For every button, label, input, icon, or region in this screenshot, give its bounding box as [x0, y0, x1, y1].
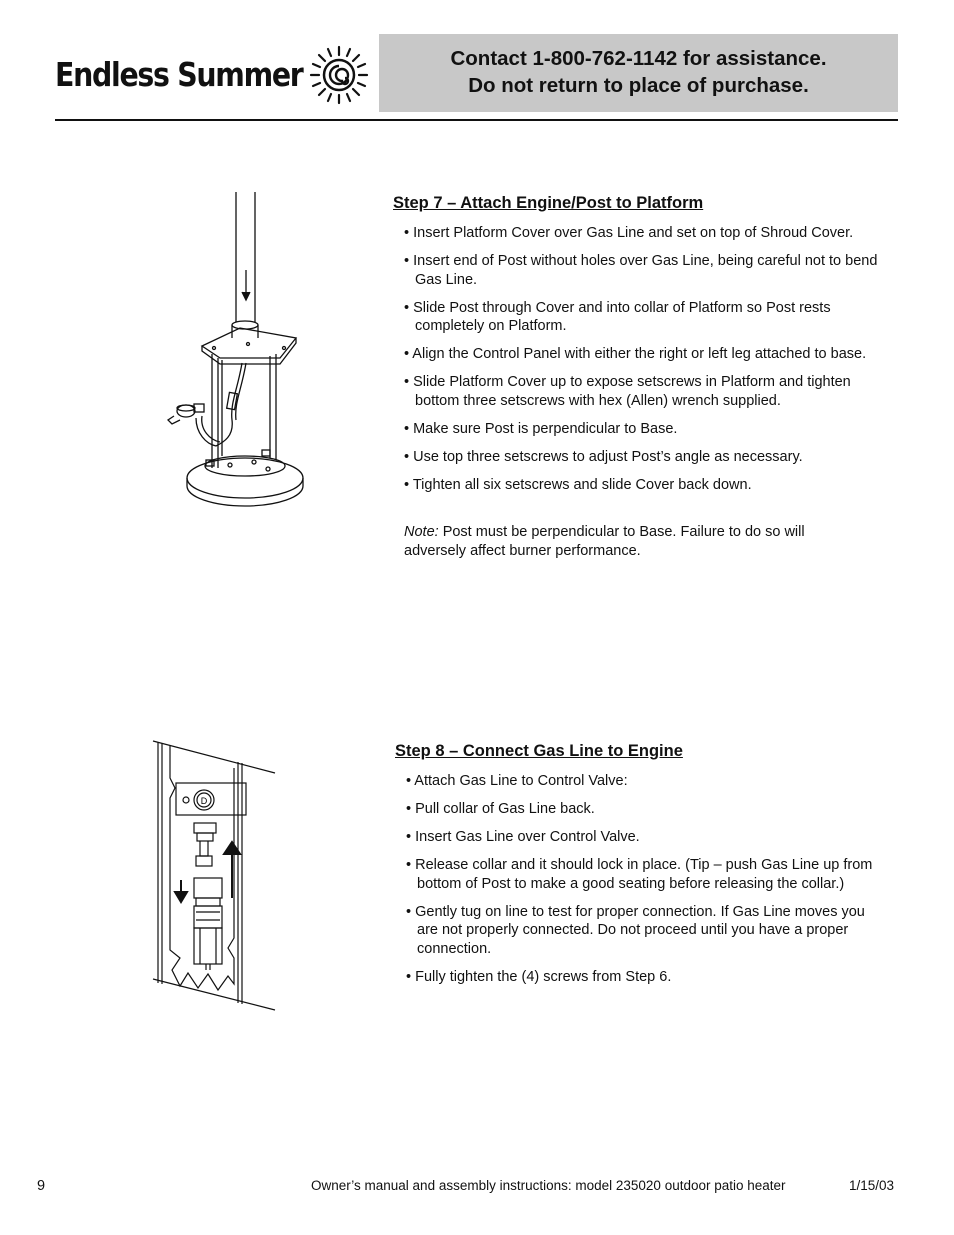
- step7-bullet: • Insert end of Post without holes over Gas Line, being careful not to bend Gas Line.: [404, 253, 878, 288]
- step8-bullet: • Pull collar of Gas Line back.: [406, 801, 595, 817]
- step7-bullet: • Tighten all six setscrews and slide Cover back down.: [404, 477, 752, 494]
- step8-gas-line-figure: [150, 738, 278, 1014]
- step7-bullet-list: [404, 224, 894, 504]
- brand-logo: Endless Summer: [55, 55, 303, 94]
- valve-label: D: [200, 796, 208, 806]
- note-text: Post must be perpendicular to Base. Failure to do so will adversely affect burner performance.: [404, 524, 805, 559]
- step7-bullet: • Make sure Post is perpendicular to Base.: [404, 421, 678, 438]
- contact-banner: [379, 34, 898, 112]
- footer-manual-title: Owner’s manual and assembly instructions: model 235020 outdoor patio heater: [311, 1178, 786, 1193]
- step8-bullet: • Fully tighten the (4) screws from Step 6.: [406, 969, 672, 986]
- footer-date: 1/15/03: [849, 1178, 895, 1193]
- step8-bullet: • Insert Gas Line over Control Valve.: [406, 829, 640, 845]
- step8-bullet: • Attach Gas Line to Control Valve:: [406, 773, 628, 789]
- step7-bullet: • Slide Post through Cover and into collar of Platform so Post rests completely on Platform.: [404, 299, 831, 335]
- sun-logo-icon: [308, 44, 370, 106]
- header-divider: [55, 119, 898, 121]
- step7-note: [404, 523, 864, 560]
- step8-title: Step 8 – Connect Gas Line to Engine: [395, 742, 683, 760]
- contact-line-1: Contact 1-800-762-1142 for assistance.: [450, 47, 827, 70]
- step7-bullet: • Use top three setscrews to adjust Post’s angle as necessary.: [404, 449, 803, 466]
- step8-bullet-list: [406, 772, 884, 996]
- step7-bullet: • Insert Platform Cover over Gas Line and set on top of Shroud Cover.: [404, 225, 854, 241]
- step7-bullet: • Align the Control Panel with either the right or left leg attached to base.: [404, 346, 867, 363]
- step7-post-platform-figure: [160, 188, 330, 518]
- step8-bullet: • Gently tug on line to test for proper connection. If Gas Line moves you are not properly connected. Do not proceed until you have a proper connection.: [406, 903, 865, 958]
- step8-bullet: • Release collar and it should lock in place. (Tip – push Gas Line up from bottom of Post to make a good seating before releasing the collar.): [406, 857, 873, 892]
- note-label: Note:: [404, 524, 439, 540]
- page-number: 9: [37, 1178, 46, 1194]
- step7-title: Step 7 – Attach Engine/Post to Platform: [393, 194, 704, 212]
- step7-bullet: • Slide Platform Cover up to expose setscrews in Platform and tighten bottom three setscrews with hex (Allen) wrench supplied.: [404, 374, 851, 410]
- contact-line-2: Do not return to place of purchase.: [468, 74, 809, 97]
